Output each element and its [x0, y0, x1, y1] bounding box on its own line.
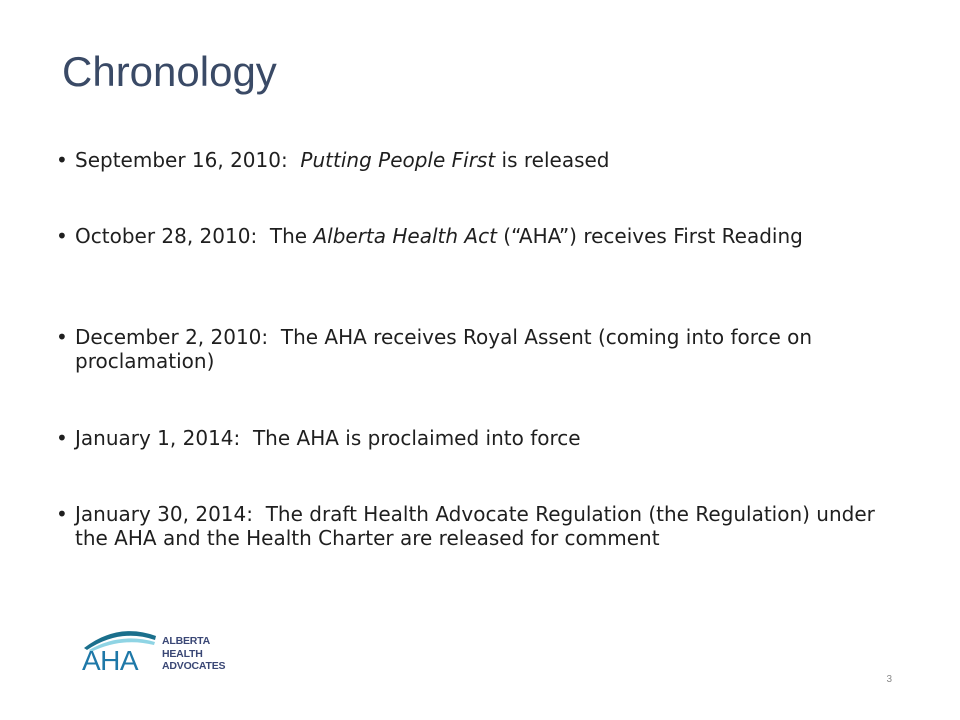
bullet-text	[75, 325, 818, 373]
bullet-segment: October 28, 2010: The	[75, 224, 314, 248]
logo-line: ALBERTA	[162, 635, 210, 647]
slide-title: Chronology	[62, 48, 277, 95]
bullet-item	[56, 502, 886, 574]
bullet-segment: January 1, 2014: The AHA is proclaimed into force	[75, 426, 581, 450]
bullet-item	[56, 426, 886, 450]
logo-line: HEALTH	[162, 647, 203, 660]
bullet-italic-segment: Alberta Health Act	[313, 224, 497, 248]
bullet-text	[75, 224, 803, 248]
aha-logo	[80, 618, 250, 684]
bullet-segment: January 30, 2014: The draft Health Advocate Regulation (the Regulation) under the AHA and the Health Charter are released for comment	[75, 502, 882, 550]
bullet-segment: (“AHA”) receives First Reading	[496, 224, 803, 248]
aha-logo-letters: AHA	[82, 645, 139, 676]
bullet-text	[75, 502, 881, 550]
logo-line: ADVOCATES	[162, 660, 226, 672]
page-number: 3	[886, 674, 892, 685]
bullet-segment: December 2, 2010: The AHA receives Royal Assent (coming into force on proclamation)	[75, 325, 819, 373]
bullet-segment: September 16, 2010:	[75, 148, 301, 172]
bullet-item	[56, 148, 886, 172]
aha-logo-mark	[80, 618, 162, 684]
bullet-segment: is released	[495, 148, 610, 172]
bullet-italic-segment: Putting People First	[300, 148, 496, 172]
bullet-item	[56, 224, 886, 272]
aha-logo-wordmark	[162, 635, 225, 673]
bullet-text	[75, 426, 581, 450]
bullet-list	[56, 148, 886, 574]
bullet-item	[56, 325, 886, 373]
bullet-text	[75, 148, 610, 172]
